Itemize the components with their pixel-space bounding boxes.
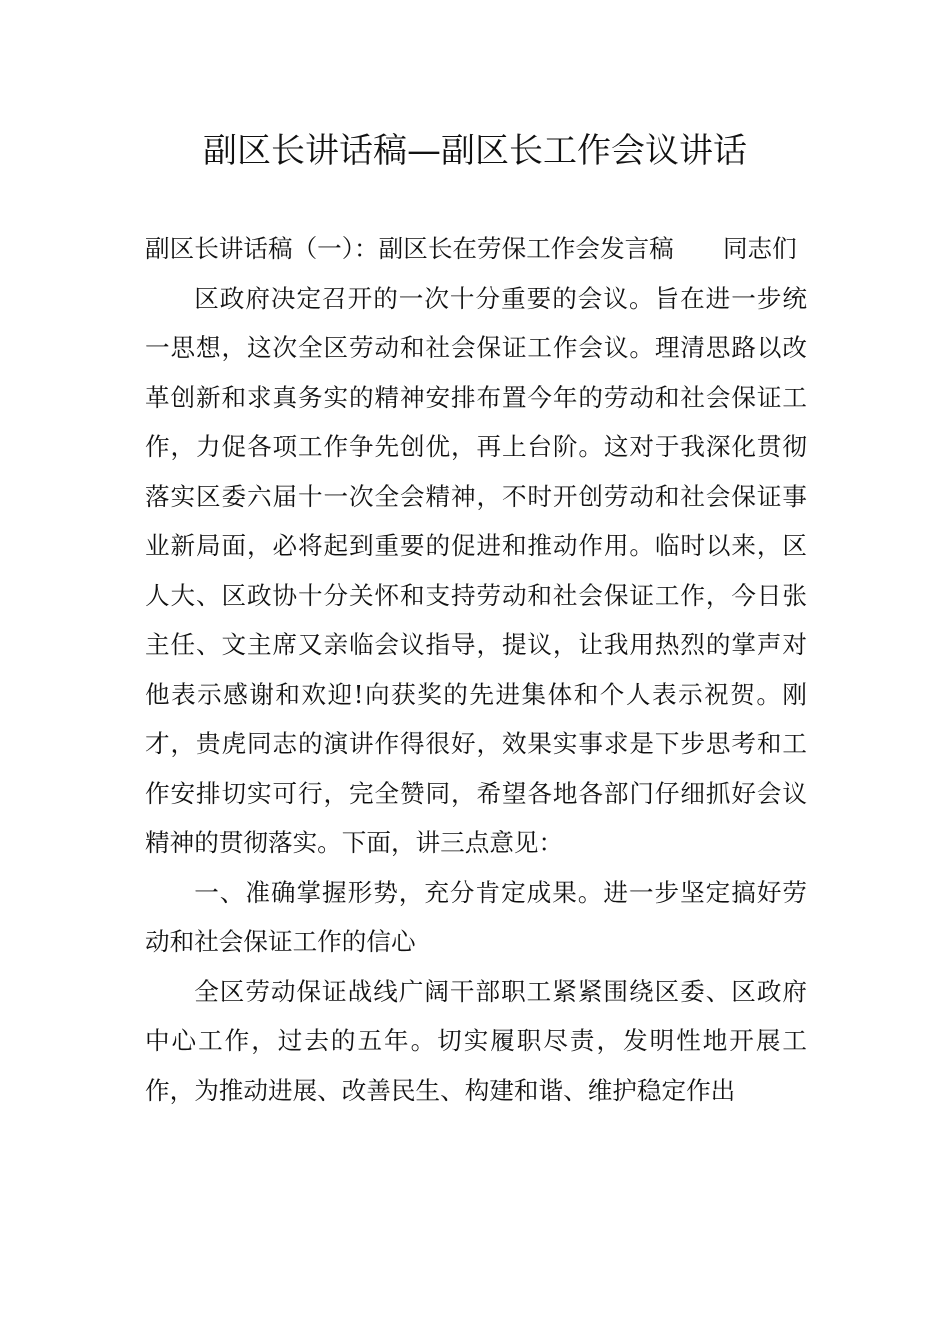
- paragraph-section-one-heading: 一、准确掌握形势，充分肯定成果。进一步坚定搞好劳动和社会保证工作的信心: [145, 877, 807, 956]
- paragraph-section-one-body: 全区劳动保证战线广阔干部职工紧紧围绕区委、区政府中心工作，过去的五年。切实履职尽责，发明性地开展工作，为推动进展、改善民生、构建和谐、维护稳定作出: [145, 976, 807, 1105]
- document-title: 副区长讲话稿—副区长工作会议讲话: [203, 131, 747, 171]
- document-body: [145, 224, 807, 1115]
- paragraph-opening: 区政府决定召开的一次十分重要的会议。旨在进一步统一思想，这次全区劳动和社会保证工作会议。理清思路以改革创新和求真务实的精神安排布置今年的劳动和社会保证工作，力促各项工作争先创优，再上台阶。这对于我深化贯彻落实区委六届十一次全会精神，不时开创劳动和社会保证事业新局面，必将起到重要的促进和推动作用。临时以来，区人大、区政协十分关怀和支持劳动和社会保证工作，今日张主任、文主席又亲临会议指导，提议，让我用热烈的掌声对他表示感谢和欢迎!向获奖的先进集体和个人表示祝贺。刚才，贵虎同志的演讲作得很好，效果实事求是下步思考和工作安排切实可行，完全赞同，希望各地各部门仔细抓好会议精神的贯彻落实。下面，讲三点意见：: [145, 283, 807, 857]
- paragraph-subheading: 副区长讲话稿（一）：副区长在劳保工作会发言稿 同志们: [145, 234, 797, 263]
